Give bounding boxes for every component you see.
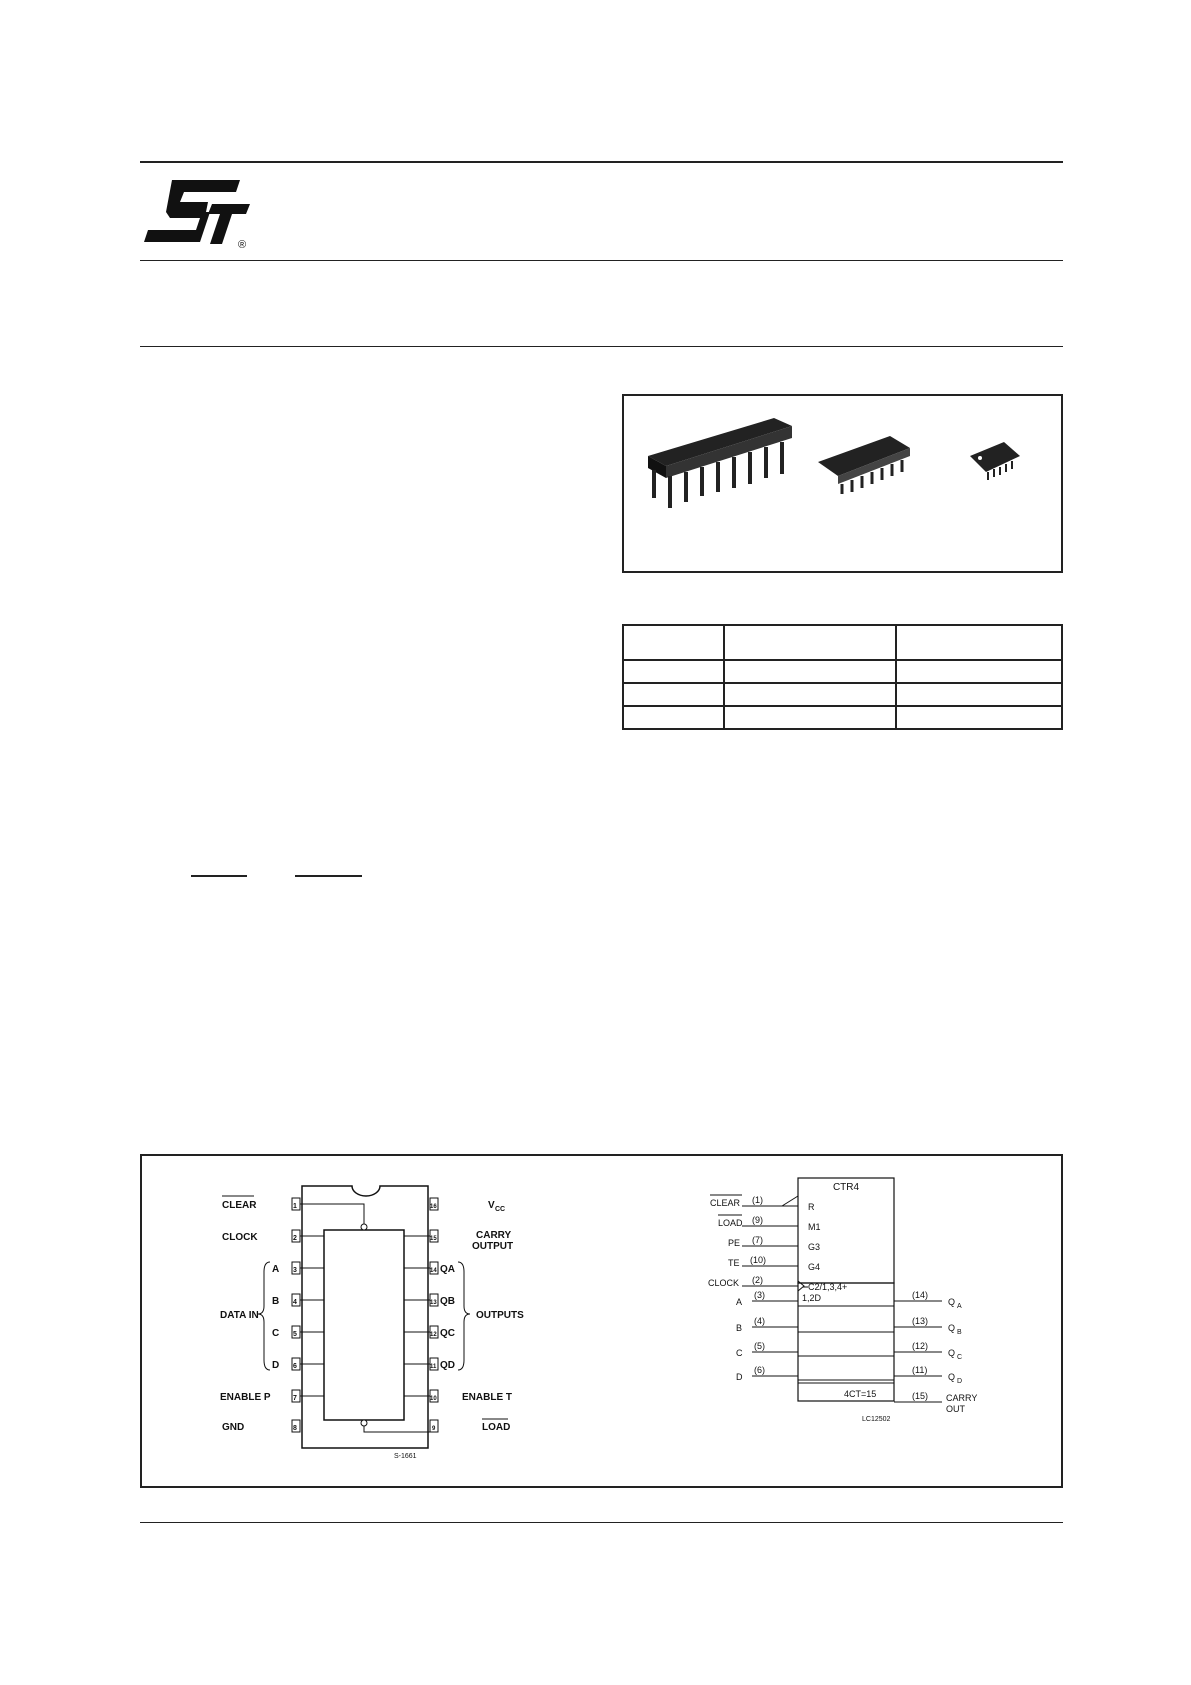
dip-package-icon <box>648 418 792 508</box>
logic-pin-15: (15) <box>912 1391 929 1401</box>
logic-fn-g3: G3 <box>808 1242 821 1252</box>
logic-pin-2: (2) <box>752 1275 763 1285</box>
logic-code: LC12502 <box>862 1416 891 1423</box>
so-package-icon <box>818 436 910 494</box>
logic-in-load: LOAD <box>718 1218 743 1228</box>
pin-3: 3 <box>293 1267 297 1274</box>
label-enable-t: ENABLE T <box>462 1392 512 1403</box>
pin-connection-diagram <box>142 1156 1061 1486</box>
registered-mark: ® <box>238 239 247 251</box>
pin-16: 16 <box>430 1204 437 1210</box>
logic-pin-5: (5) <box>754 1341 765 1351</box>
label-qa: QA <box>440 1264 455 1275</box>
left-pins <box>292 1198 300 1432</box>
label-c: C <box>272 1328 280 1339</box>
table-row <box>623 683 1062 706</box>
label-enable-p: ENABLE P <box>220 1392 271 1403</box>
table-row <box>623 706 1062 729</box>
logic-out-qb-sub: B <box>957 1329 962 1336</box>
pin-15: 15 <box>430 1236 437 1242</box>
logic-out-qd-q: Q <box>948 1372 956 1382</box>
order-codes-table <box>622 624 1063 730</box>
logic-out-carry-out: OUT <box>946 1404 965 1414</box>
label-qd: QD <box>440 1360 455 1371</box>
logic-pin-7: (7) <box>752 1235 763 1245</box>
pin-2: 2 <box>293 1235 297 1242</box>
logic-pin-6: (6) <box>754 1365 765 1375</box>
table-row <box>623 660 1062 683</box>
logic-data-a: A <box>736 1297 743 1307</box>
logic-fn-r: R <box>808 1202 815 1212</box>
pin-10: 10 <box>430 1396 437 1402</box>
logic-out-qd-sub: D <box>957 1378 963 1385</box>
logic-fn-g4: G4 <box>808 1262 821 1272</box>
overbar-load <box>295 875 362 877</box>
logic-pin-13: (13) <box>912 1316 929 1326</box>
overbar-clear <box>191 875 247 877</box>
label-carry: CARRY <box>476 1230 512 1241</box>
logic-in-pe: PE <box>728 1238 741 1248</box>
pin-1: 1 <box>293 1203 297 1210</box>
logic-symbol <box>708 1178 977 1423</box>
logic-pin-14: (14) <box>912 1290 929 1300</box>
logic-data-c: C <box>736 1348 743 1358</box>
logic-data-d: D <box>736 1372 743 1382</box>
logic-pin-9: (9) <box>752 1215 763 1225</box>
label-qb: QB <box>440 1296 455 1307</box>
label-outputs: OUTPUTS <box>476 1310 524 1321</box>
table-row <box>623 625 1062 660</box>
pin-6: 6 <box>293 1363 297 1370</box>
connection-diagram <box>220 1186 524 1460</box>
logic-pin-10: (10) <box>750 1255 767 1265</box>
logic-in-clear: CLEAR <box>710 1198 741 1208</box>
label-gnd: GND <box>222 1422 245 1433</box>
pin-14: 14 <box>430 1268 437 1274</box>
header-mid-rule <box>140 260 1063 261</box>
label-vcc-sub: CC <box>495 1206 506 1213</box>
logic-out-qc-sub: C <box>957 1354 963 1361</box>
label-carry-output: OUTPUT <box>472 1241 514 1252</box>
pin-7: 7 <box>293 1395 297 1402</box>
logic-in-clock: CLOCK <box>708 1278 740 1288</box>
logic-in-te: TE <box>728 1258 740 1268</box>
logic-title: CTR4 <box>832 1182 860 1193</box>
label-b: B <box>272 1296 280 1307</box>
logic-out-qa-sub: A <box>957 1303 962 1310</box>
logic-pin-3: (3) <box>754 1290 765 1300</box>
label-a: A <box>272 1264 280 1275</box>
label-load: LOAD <box>482 1422 511 1433</box>
pin-13: 13 <box>430 1300 437 1306</box>
pin-11: 11 <box>430 1364 437 1370</box>
logic-pin-11: (11) <box>912 1365 928 1375</box>
package-image-box <box>622 394 1063 573</box>
pin-8: 8 <box>293 1425 297 1432</box>
logic-pin-4: (4) <box>754 1316 765 1326</box>
logic-pin-12: (12) <box>912 1341 929 1351</box>
pin-4: 4 <box>293 1299 297 1306</box>
header-top-rule <box>140 161 1063 163</box>
label-d: D <box>272 1360 280 1371</box>
pin-5: 5 <box>293 1331 297 1338</box>
footer-rule <box>140 1522 1063 1523</box>
label-qc: QC <box>440 1328 455 1339</box>
connection-code: S-1661 <box>394 1453 417 1460</box>
logic-fn-m1: M1 <box>808 1222 821 1232</box>
right-pins <box>430 1198 438 1432</box>
tssop-package-icon <box>970 442 1020 480</box>
logic-fn-1-2d: 1,2D <box>802 1293 822 1303</box>
logic-out-qc-q: Q <box>948 1348 956 1358</box>
label-data-in: DATA IN <box>220 1310 259 1321</box>
logic-ct15: 4CT=15 <box>844 1389 877 1399</box>
logic-pin-1: (1) <box>752 1195 763 1205</box>
header-bottom-rule <box>140 346 1063 347</box>
pin-12: 12 <box>430 1332 437 1338</box>
logic-out-qb-q: Q <box>948 1323 956 1333</box>
st-logo <box>140 172 260 252</box>
label-clear: CLEAR <box>222 1200 257 1211</box>
logic-out-carry: CARRY <box>946 1393 978 1403</box>
logic-out-qa-q: Q <box>948 1297 956 1307</box>
logic-data-b: B <box>736 1323 743 1333</box>
logic-fn-c2: C2/1,3,4+ <box>808 1282 848 1292</box>
pin-9: 9 <box>432 1426 436 1432</box>
package-illustrations <box>624 396 1061 571</box>
label-clock: CLOCK <box>222 1232 258 1243</box>
label-vcc: V <box>488 1200 495 1211</box>
